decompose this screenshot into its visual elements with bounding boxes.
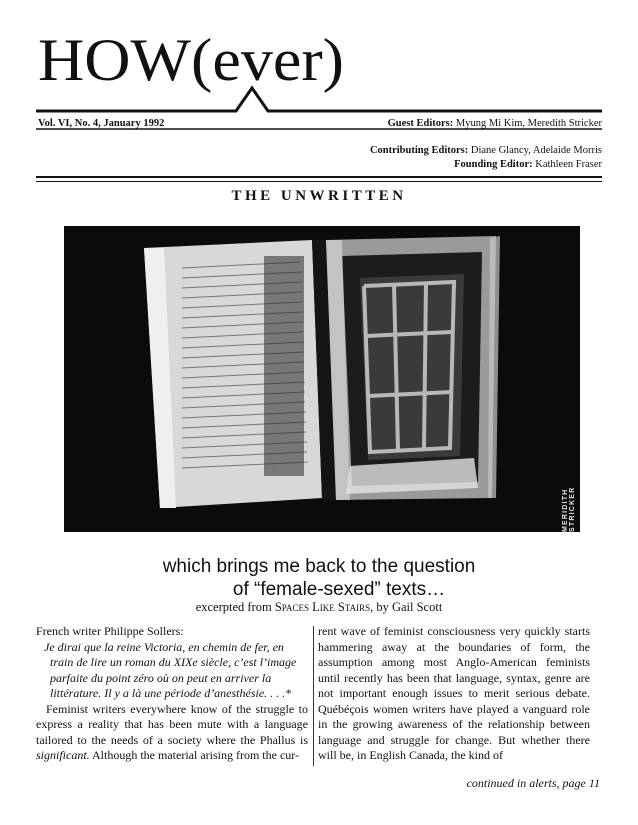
byline: excerpted from Spaces Like Stairs, by Gail Scott — [195, 600, 443, 614]
volume-info: Vol. VI, No. 4, January 1992 — [38, 118, 165, 129]
article-headline — [0, 555, 638, 601]
continued-note: continued in alerts, page 11 — [466, 776, 600, 790]
logo-text: HOW(ever) — [38, 27, 344, 93]
french-quote: Je dirai que la reine Victoria, en chemin de fer, en train de lire un roman du XIXe siècle, c’est l’image parfaite du point zéro où on peut en arriver la littérature. Il y a là une période d’anesthésie. . . .* — [44, 639, 297, 700]
book-title: Spaces Like Stairs, — [274, 600, 374, 614]
divider — [36, 176, 602, 178]
guest-editors: Guest Editors: Myung Mi Kim, Meredith Stricker — [387, 118, 602, 129]
author: by Gail Scott — [376, 600, 443, 614]
section-title: THE UNWRITTEN — [231, 188, 407, 204]
divider — [36, 181, 602, 182]
photo-credit: MERIDITH STRICKER — [562, 486, 576, 532]
article-intro: French writer Philippe Sollers: — [36, 624, 184, 638]
article-column-left — [36, 624, 308, 764]
cover-photograph — [64, 226, 580, 532]
founding-editor: Founding Editor: Kathleen Fraser — [454, 159, 602, 170]
column-divider — [313, 626, 314, 766]
headline-line-1: which brings me back to the question — [162, 556, 476, 577]
contributing-editors: Contributing Editors: Diane Glancy, Adelaide Morris — [369, 145, 602, 156]
masthead-rule — [0, 0, 638, 130]
article-paragraph: Feminist writers everywhere know of the struggle to express a reality that has been mute with a language tailored to the needs of a society where the Phallus is significant. Although the material arising from the cur- — [36, 701, 308, 762]
article-paragraph-continued: rent wave of feminist consciousness very quickly starts hammering away at the boundaries of form, the assumption among most Anglo-American feminists until recently has been that language, syntax, genre are not important enough issues to merit serious debate. Québéçois women writers have played a vanguard role in the growing awareness of the relationship between language and struggle for change. But whether there will be, in English Canada, the kind of — [318, 624, 590, 762]
article-column-right — [318, 624, 590, 764]
editors-block — [370, 144, 602, 172]
headline-line-2: of “female-sexed” texts… — [232, 579, 446, 600]
